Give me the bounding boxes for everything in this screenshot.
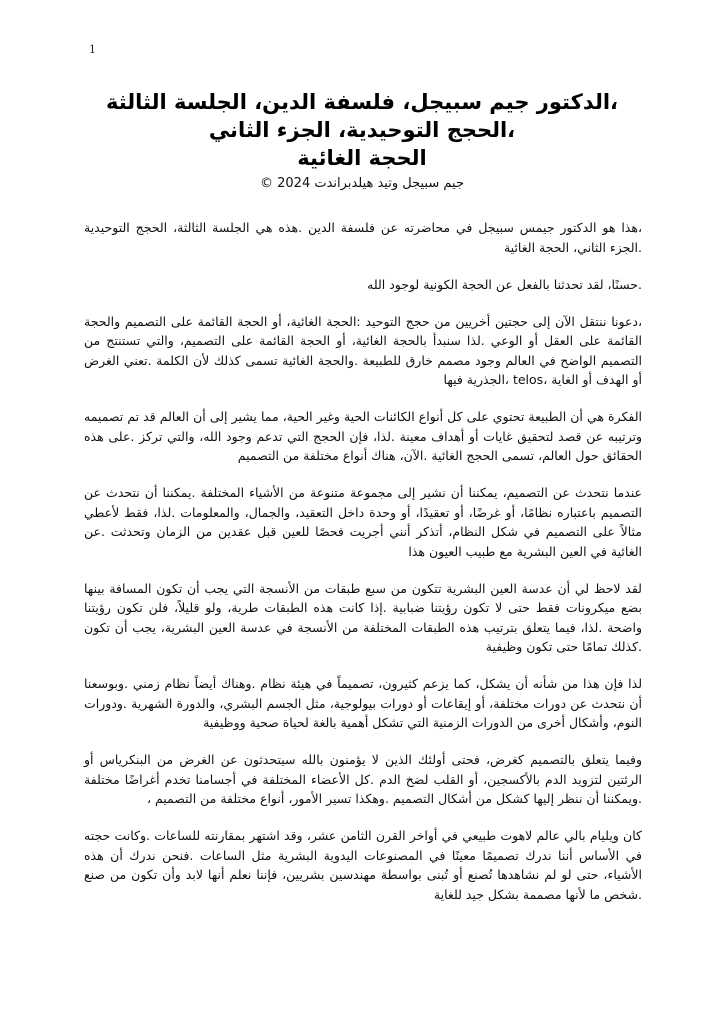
paragraph-teleological-intro: ،دعونا ننتقل الآن إلى حجتين أخريين من حجج التوحيد :الحجة الغائية، أو الحجة القائمة على التصميم والحجة القائمة على العقل أو الوعي .لذا سنبدأ بالحجة الغائية، أو الحجة القائمة على التصميم، والتي تستنتج من التصميم الواضح في العالم وجود مصمم خارق للطبيعة .والحجة الغائية تسمى كذلك لأن الكلمة .تعني الغرض أو الهدف أو الغاية ،telos ،الجذرية فيها [84,313,642,387]
page-number: 1 [89,43,96,56]
body-text [84,218,642,922]
paragraph-paley: كان ويليام بالي عالم لاهوت طبيعي في أواخر القرن الثامن عشر، وقد اشتهر بمقارنته للساعات .وكانت حجته في الأساس أننا ندرك تصميمًا معينًا في المصنوعات اليدوية البشرية مثل الساعات .فنحن ندرك أن هذه الأشياء، حتى لو لم نشاهدها تُصنع أو تُبنى بواسطة مهندسين بشريين، فإننا نعلم أنها لابد وأن تكون من صنع .شخص ما لأنها مصممة بشكل جيد للغاية [84,828,642,902]
paragraph-purpose: وفيما يتعلق بالتصميم كغرض، فحتى أولئك الذين لا يؤمنون بالله سيتحدثون عن الغرض من البنكرياس أو الرئتين لتزويد الدم بالأكسجين، أو القلب لضخ الدم .كل الأعضاء المختلفة في أجسامنا تخدم أغراضًا مختلفة .ويمكننا أن ننظر إليها كشكل من أشكال التصميم .وهكذا تسير الأمور، أنواع مختلفة من التصميم ، [84,752,642,806]
title-line-1: ،الدكتور جيم سبيجل، فلسفة الدين، الجلسة الثالثة [105,90,619,114]
paragraph-nature-design: الفكرة هي أن الطبيعة تحتوي على كل أنواع الكائنات الحية وغير الحية، مما يشير إلى أن العالم قد تم تصميمه وترتيبه عن قصد لتحقيق غايات أو أهداف معينة .لذا، فإن الحجج التي تدعم وجود الله، والتي تركز .على هذه الحقائق حول العالم، تسمى الحجج الغائية .الآن، هناك أنواع مختلفة من التصميم [84,409,642,463]
paragraph-intro: ،هذا هو الدكتور جيمس سبيجل في محاضرته عن فلسفة الدين .هذه هي الجلسة الثالثة، الحجج التوحيدية .الجزء الثاني، الحجة الغائية [84,220,642,255]
title-line-2: ،الحجج التوحيدية، الجزء الثاني [208,118,516,142]
copyright-line: جيم سبيجل وتيد هيلدبراندت 2024 © [260,176,464,191]
paragraph-cosmological: .حسنًا، لقد تحدثنا بالفعل عن الحجة الكونية لوجود الله [367,276,642,292]
title-line-3: الحجة الغائية [297,146,427,170]
paragraph-temporal-order: لذا فإن هذا من شأنه أن يشكل، كما يزعم كثيرون، تصميماً في هيئة نظام .وهناك أيضاً نظام زمني .وبوسعنا أن نتحدث عن دورات مختلفة، أو إيقاعات أو دورات بيولوجية، مثل الجسم البشري، والدورة الشهرية .ودورات النوم، وأشكال أخرى من الدورات الزمنية التي تشكل أهمية بالغة لحياة صحية ووظيفية [84,676,642,730]
paragraph-eye-lens: لقد لاحظ لي أن عدسة العين البشرية تتكون من سبع طبقات من الأنسجة التي يجب أن تكون المسافة بينها بضع ميكرونات فقط حتى لا تكون رؤيتنا ضبابية .إذا كانت هذه الطبقات طرية، ولو قليلاً، فلن تكون رؤيتنا واضحة .لذا، فيما يتعلق بترتيب هذه الطبقات المختلفة من الأنسجة في عدسة العين البشرية، يجب أن تكون .كذلك تمامًا حتى تكون وظيفية [84,580,642,654]
title-block [80,88,644,194]
paragraph-kinds-of-design: عندما نتحدث عن التصميم، يمكننا أن نشير إلى مجموعة متنوعة من الأشياء المختلفة .يمكننا أن نتحدث عن التصميم باعتباره نظامًا، أو غرضًا، أو تعقيدًا، أو وحدة داخل التعقيد، والجمال، والمعلومات .لذا، فقط لأعطي مثالاً على التصميم في شكل النظام، أتذكر أنني أجريت فحصًا للعين قبل عقدين من الزمان وتحدثت .عن الغائية في العين البشرية مع طبيب العيون هذا [84,485,642,559]
